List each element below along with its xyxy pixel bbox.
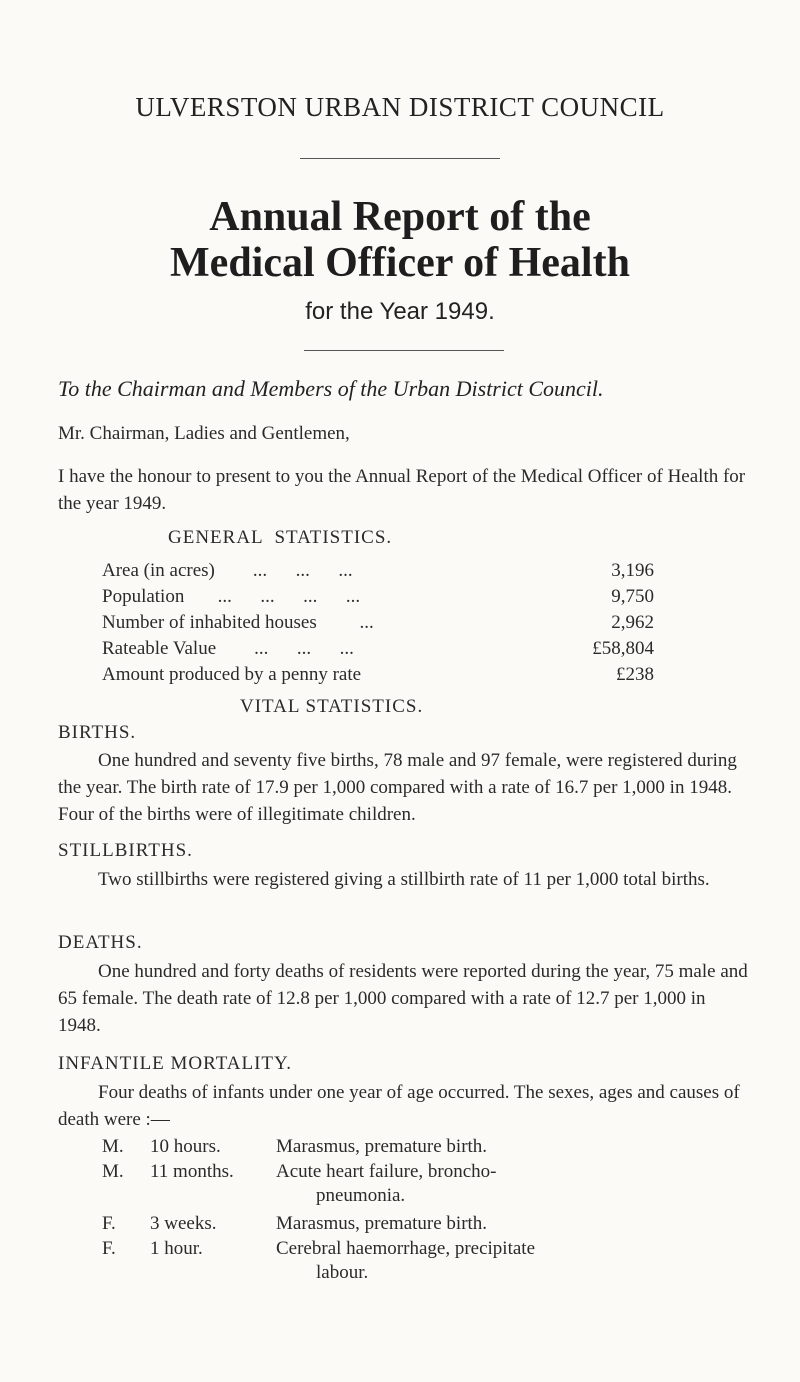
case-age: 11 months. bbox=[150, 1161, 234, 1182]
infantile-mortality-paragraph: Four deaths of infants under one year of age occurred. The sexes, ages and causes of death were :— bbox=[58, 1082, 740, 1130]
deaths-heading: DEATHS. bbox=[58, 932, 143, 953]
case-cause-line1: Marasmus, premature birth. bbox=[276, 1213, 488, 1234]
report-year: for the Year 1949. bbox=[305, 298, 495, 325]
general-statistics-table bbox=[102, 560, 654, 690]
stillbirths-paragraph: Two stillbirths were registered giving a stillbirth rate of 11 per 1,000 total births. bbox=[98, 869, 710, 890]
stillbirths-heading: STILLBIRTHS. bbox=[58, 840, 193, 861]
stat-label: Number of inhabited houses ... bbox=[102, 612, 374, 633]
general-statistics-heading: GENERAL STATISTICS. bbox=[168, 527, 393, 548]
vital-statistics-heading: VITAL STATISTICS. bbox=[240, 696, 424, 717]
stat-value: 2,962 bbox=[611, 612, 654, 633]
stat-label: Population ... ... ... ... bbox=[102, 586, 361, 607]
case-cause-line1: Cerebral haemorrhage, precipitate bbox=[276, 1238, 535, 1259]
letter-intro: I have the honour to present to you the Annual Report of the Medical Officer of Health for the year 1949. bbox=[58, 466, 746, 514]
births-paragraph: One hundred and seventy five births, 78 male and 97 female, were registered during the year. The birth rate of 17.9 per 1,000 compared with a rate of 16.7 per 1,000 in 1948. Four of the births were of illegitimate children. bbox=[58, 750, 737, 825]
letter-salutation: Mr. Chairman, Ladies and Gentlemen, bbox=[58, 423, 350, 444]
stat-label: Amount produced by a penny rate bbox=[102, 664, 362, 685]
stat-value: £58,804 bbox=[592, 638, 654, 659]
case-age: 10 hours. bbox=[150, 1136, 221, 1157]
case-cause bbox=[276, 1212, 756, 1236]
report-title-line2: Medical Officer of Health bbox=[170, 240, 630, 286]
births-heading: BIRTHS. bbox=[58, 722, 137, 743]
case-sex: M. bbox=[102, 1136, 124, 1157]
deaths-paragraph: One hundred and forty deaths of residents were reported during the year, 75 male and 65 female. The death rate of 12.8 per 1,000 compared with a rate of 12.7 per 1,000 in 1948. bbox=[58, 961, 748, 1036]
letter-address: To the Chairman and Members of the Urban District Council. bbox=[58, 376, 604, 401]
case-sex: F. bbox=[102, 1238, 116, 1259]
stat-row bbox=[102, 560, 654, 586]
case-cause-line2: pneumonia. bbox=[316, 1185, 406, 1206]
divider-bottom bbox=[304, 350, 504, 351]
case-sex: M. bbox=[102, 1161, 124, 1182]
case-cause bbox=[276, 1135, 756, 1159]
case-sex: F. bbox=[102, 1213, 116, 1234]
stat-label: Area (in acres) ... ... ... bbox=[102, 560, 353, 581]
case-cause-line1: Acute heart failure, broncho- bbox=[276, 1161, 497, 1182]
stat-row bbox=[102, 638, 654, 664]
stat-value: 9,750 bbox=[611, 586, 654, 607]
report-title-line1: Annual Report of the bbox=[209, 194, 591, 240]
stat-value: £238 bbox=[616, 664, 654, 685]
stat-row bbox=[102, 664, 654, 690]
stat-label: Rateable Value ... ... ... bbox=[102, 638, 354, 659]
case-cause-line1: Marasmus, premature birth. bbox=[276, 1136, 488, 1157]
case-cause bbox=[276, 1160, 756, 1208]
divider-top bbox=[300, 158, 500, 159]
case-age: 3 weeks. bbox=[150, 1213, 217, 1234]
case-age: 1 hour. bbox=[150, 1238, 203, 1259]
case-cause bbox=[276, 1237, 756, 1285]
case-cause-line2: labour. bbox=[316, 1262, 369, 1283]
council-name: ULVERSTON URBAN DISTRICT COUNCIL bbox=[135, 92, 665, 122]
stat-value: 3,196 bbox=[611, 560, 654, 581]
stat-row bbox=[102, 612, 654, 638]
stat-row bbox=[102, 586, 654, 612]
infantile-mortality-heading: INFANTILE MORTALITY. bbox=[58, 1053, 293, 1074]
